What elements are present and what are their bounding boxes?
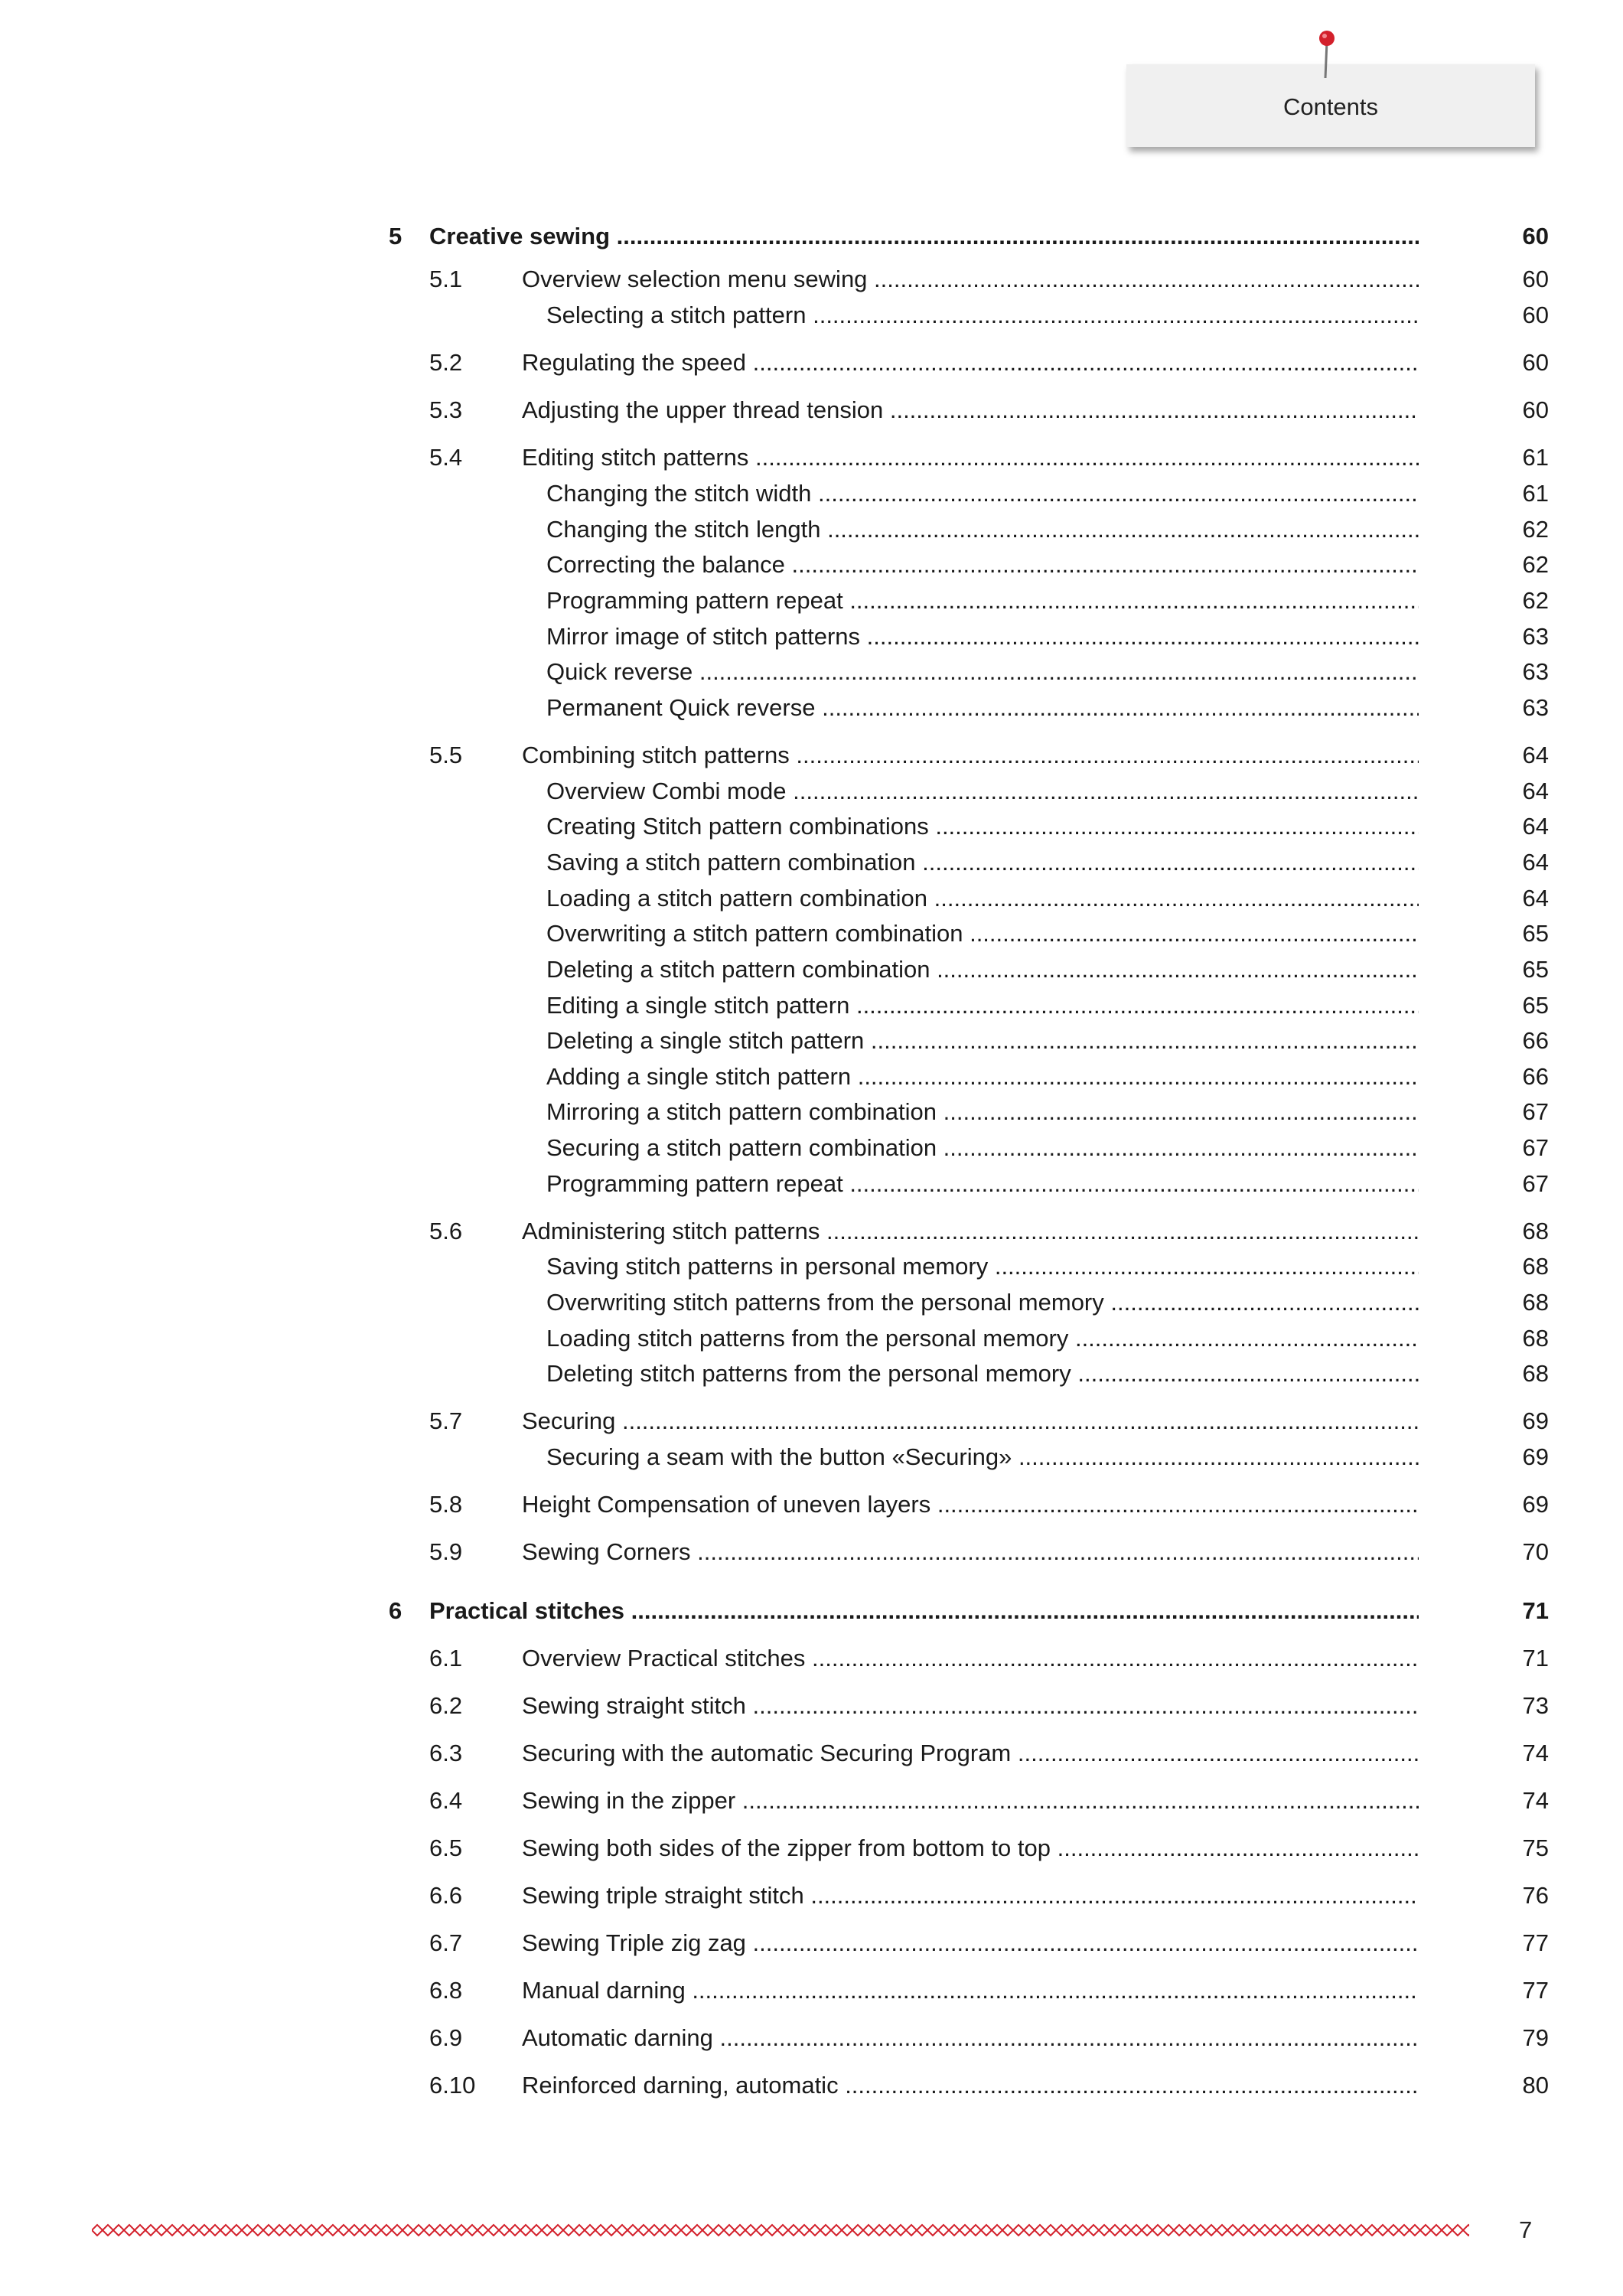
stitch-diamond	[1388, 2225, 1399, 2236]
toc-entry-title: Practical stitches .....	[429, 1593, 1419, 1629]
toc-entry-title: Overwriting a stitch pattern combination .....	[546, 916, 1419, 951]
stitch-diamond	[413, 2225, 424, 2236]
toc-entry-row[interactable]	[429, 916, 1549, 951]
stitch-diamond	[1206, 2225, 1217, 2236]
toc-entry-page: 64	[1522, 849, 1549, 876]
stitch-diamond	[92, 2225, 103, 2236]
push-pin-icon	[1312, 28, 1342, 81]
toc-entry-number: 6	[389, 1597, 402, 1624]
stitch-diamond	[1377, 2225, 1388, 2236]
toc-entry-page: 64	[1522, 742, 1549, 768]
toc-entry-row[interactable]	[429, 1736, 1549, 1771]
stitch-diamond	[220, 2225, 231, 2236]
stitch-diamond	[1195, 2225, 1206, 2236]
stitch-diamond	[135, 2225, 145, 2236]
stitch-diamond	[906, 2225, 917, 2236]
stitch-diamond	[1088, 2225, 1099, 2236]
stitch-diamond	[874, 2225, 885, 2236]
toc-entry-page: 64	[1522, 778, 1549, 804]
toc-chapter-row[interactable]	[389, 219, 1549, 254]
toc-entry-row[interactable]	[429, 345, 1549, 380]
stitch-diamond	[306, 2225, 317, 2236]
toc-entry-row[interactable]	[429, 1214, 1549, 1249]
toc-entry-number: 6.9	[429, 2024, 463, 2051]
stitch-diamond	[692, 2225, 702, 2236]
stitch-diamond	[1056, 2225, 1067, 2236]
toc-entry-page: 64	[1522, 885, 1549, 912]
stitch-diamond	[960, 2225, 970, 2236]
toc-entry-title: Creating Stitch pattern combinations .....	[546, 809, 1419, 844]
toc-entry-number: 6.6	[429, 1882, 463, 1909]
toc-entry-title: Regulating the speed .....	[522, 345, 1419, 380]
stitch-diamond	[574, 2225, 585, 2236]
toc-entry-title: Manual darning .....	[522, 1973, 1419, 2008]
stitch-diamond	[531, 2225, 542, 2236]
toc-entry-row[interactable]	[429, 1878, 1549, 1913]
stitch-diamond	[542, 2225, 552, 2236]
toc-entry-page: 60	[1522, 396, 1549, 423]
toc-entry-page: 75	[1522, 1835, 1549, 1861]
stitch-diamond	[370, 2225, 381, 2236]
stitch-diamond	[799, 2225, 810, 2236]
toc-entry-page: 67	[1522, 1170, 1549, 1197]
stitch-diamond	[842, 2225, 852, 2236]
toc-entry-row[interactable]	[429, 774, 1549, 809]
toc-entry-title: Editing stitch patterns .....	[522, 440, 1419, 475]
toc-entry-title: Creative sewing .....	[429, 219, 1419, 254]
stitch-diamond	[188, 2225, 199, 2236]
stitch-diamond	[970, 2225, 981, 2236]
stitch-diamond	[927, 2225, 938, 2236]
toc-entry-title: Sewing in the zipper .....	[522, 1783, 1419, 1818]
toc-entry-title: Deleting a stitch pattern combination .....	[546, 952, 1419, 987]
stitch-diamond	[1227, 2225, 1238, 2236]
stitch-diamond	[1217, 2225, 1227, 2236]
toc-entry-row[interactable]	[429, 440, 1549, 475]
toc-entry-page: 66	[1522, 1063, 1549, 1090]
toc-entry-page: 71	[1522, 1645, 1549, 1671]
stitch-diamond	[724, 2225, 735, 2236]
stitch-diamond	[1452, 2225, 1463, 2236]
toc-entry-number: 5.3	[429, 396, 463, 423]
toc-entry-row[interactable]	[429, 1783, 1549, 1818]
toc-entry-page: 80	[1522, 2072, 1549, 2099]
toc-entry-page: 76	[1522, 1882, 1549, 1909]
toc-entry-row[interactable]	[429, 547, 1549, 582]
toc-entry-row[interactable]	[429, 619, 1549, 654]
stitch-diamond	[1024, 2225, 1035, 2236]
toc-entry-title: Programming pattern repeat .....	[546, 583, 1419, 618]
toc-entry-title: Selecting a stitch pattern .....	[546, 298, 1419, 333]
stitch-diamond	[1463, 2225, 1469, 2236]
stitch-diamond	[1120, 2225, 1131, 2236]
stitch-diamond	[392, 2225, 402, 2236]
toc-entry-row[interactable]	[429, 393, 1549, 428]
toc-entry-page: 60	[1522, 266, 1549, 292]
toc-entry-page: 65	[1522, 920, 1549, 947]
page-number: 7	[1519, 2216, 1533, 2243]
toc-entry-page: 60	[1522, 302, 1549, 328]
stitch-diamond	[1035, 2225, 1045, 2236]
toc-entry-title: Sewing Triple zig zag .....	[522, 1926, 1419, 1961]
toc-entry-number: 5.9	[429, 1538, 463, 1565]
toc-entry-page: 71	[1522, 1597, 1549, 1624]
toc-entry-title: Correcting the balance .....	[546, 547, 1419, 582]
stitch-diamond	[467, 2225, 477, 2236]
toc-entry-row[interactable]	[429, 1487, 1549, 1522]
toc-entry-number: 6.10	[429, 2072, 476, 2099]
stitch-diamond	[992, 2225, 1002, 2236]
toc-entry-row[interactable]	[429, 738, 1549, 773]
stitch-diamond	[477, 2225, 488, 2236]
stitch-diamond	[1249, 2225, 1260, 2236]
stitch-diamond	[745, 2225, 756, 2236]
stitch-diamond	[1345, 2225, 1356, 2236]
stitch-diamond	[735, 2225, 745, 2236]
stitch-diamond	[852, 2225, 863, 2236]
toc-entry-number: 6.3	[429, 1740, 463, 1766]
toc-entry-number: 5.7	[429, 1407, 463, 1434]
stitch-diamond	[1142, 2225, 1152, 2236]
toc-entry-page: 65	[1522, 956, 1549, 983]
toc-entry-title: Saving a stitch pattern combination .....	[546, 845, 1419, 880]
toc-entry-number: 5.4	[429, 444, 463, 471]
stitch-diamond	[1324, 2225, 1335, 2236]
stitch-diamond	[1131, 2225, 1142, 2236]
stitch-diamond	[938, 2225, 949, 2236]
stitch-diamond	[456, 2225, 467, 2236]
toc-entry-number: 5.8	[429, 1491, 463, 1518]
stitch-diamond	[788, 2225, 799, 2236]
toc-entry-title: Overwriting stitch patterns from the personal memory .....	[546, 1285, 1419, 1320]
toc-entry-title: Reinforced darning, automatic .....	[522, 2068, 1419, 2103]
toc-entry-page: 65	[1522, 992, 1549, 1019]
toc-entry-row[interactable]	[429, 298, 1549, 333]
toc-entry-number: 6.5	[429, 1835, 463, 1861]
toc-entry-row[interactable]	[429, 583, 1549, 618]
stitch-diamond	[1099, 2225, 1110, 2236]
stitch-diamond	[606, 2225, 617, 2236]
stitch-diamond	[713, 2225, 724, 2236]
toc-entry-page: 67	[1522, 1134, 1549, 1161]
toc-entry-title: Securing with the automatic Securing Program .....	[522, 1736, 1419, 1771]
toc-entry-title: Securing a seam with the button «Securing» .....	[546, 1440, 1419, 1475]
stitch-diamond	[595, 2225, 606, 2236]
toc-entry-row[interactable]	[429, 881, 1549, 916]
toc-entry-title: Overview selection menu sewing .....	[522, 262, 1419, 297]
toc-entry-row[interactable]	[429, 1404, 1549, 1439]
stitch-diamond	[445, 2225, 456, 2236]
stitch-diamond	[499, 2225, 510, 2236]
toc-entry-number: 6.7	[429, 1929, 463, 1956]
stitch-diamond	[563, 2225, 574, 2236]
section-tab-label: Contents	[1282, 93, 1379, 120]
stitch-diamond	[1281, 2225, 1292, 2236]
toc-entry-page: 79	[1522, 2024, 1549, 2051]
stitch-diamond	[1163, 2225, 1174, 2236]
stitch-diamond	[103, 2225, 113, 2236]
toc-entry-row[interactable]	[429, 1973, 1549, 2008]
toc-entry-row[interactable]	[429, 845, 1549, 880]
toc-entry-number: 6.4	[429, 1787, 463, 1814]
stitch-diamond	[1270, 2225, 1281, 2236]
toc-entry-page: 64	[1522, 813, 1549, 840]
stitch-diamond	[681, 2225, 692, 2236]
toc-entry-row[interactable]	[429, 1249, 1549, 1284]
stitch-diamond	[767, 2225, 777, 2236]
toc-entry-title: Overview Practical stitches .....	[522, 1641, 1419, 1676]
toc-entry-row[interactable]	[429, 1166, 1549, 1202]
toc-entry-page: 70	[1522, 1538, 1549, 1565]
stitch-diamond	[863, 2225, 874, 2236]
toc-entry-row[interactable]	[429, 2068, 1549, 2103]
toc-entry-title: Automatic darning .....	[522, 2020, 1419, 2056]
toc-entry-title: Loading a stitch pattern combination .....	[546, 881, 1419, 916]
toc-entry-number: 5	[389, 223, 402, 249]
toc-entry-page: 73	[1522, 1692, 1549, 1719]
stitch-diamond	[360, 2225, 370, 2236]
stitch-diamond	[381, 2225, 392, 2236]
toc-entry-row[interactable]	[429, 2020, 1549, 2056]
toc-entry-title: Deleting stitch patterns from the personal memory .....	[546, 1356, 1419, 1391]
toc-entry-page: 68	[1522, 1218, 1549, 1244]
stitch-diamond	[981, 2225, 992, 2236]
toc-entry-page: 68	[1522, 1325, 1549, 1352]
toc-entry-page: 74	[1522, 1740, 1549, 1766]
stitch-diamond	[124, 2225, 135, 2236]
toc-entry-page: 69	[1522, 1407, 1549, 1434]
toc-entry-title: Sewing both sides of the zipper from bottom to top .....	[522, 1831, 1419, 1866]
stitch-diamond	[777, 2225, 788, 2236]
stitch-diamond	[1152, 2225, 1163, 2236]
toc-entry-row[interactable]	[429, 690, 1549, 726]
stitch-diamond	[1367, 2225, 1377, 2236]
stitch-diamond	[917, 2225, 927, 2236]
toc-entry-page: 69	[1522, 1491, 1549, 1518]
toc-entry-number: 6.8	[429, 1977, 463, 2004]
toc-entry-row[interactable]	[429, 476, 1549, 511]
toc-entry-title: Loading stitch patterns from the personal memory .....	[546, 1321, 1419, 1356]
toc-entry-row[interactable]	[429, 262, 1549, 297]
toc-entry-page: 62	[1522, 516, 1549, 543]
stitch-diamond	[1077, 2225, 1088, 2236]
toc-entry-row[interactable]	[429, 1688, 1549, 1724]
toc-entry-page: 67	[1522, 1098, 1549, 1125]
toc-entry-title: Securing .....	[522, 1404, 1419, 1439]
toc-entry-page: 68	[1522, 1289, 1549, 1316]
toc-entry-page: 60	[1522, 349, 1549, 376]
toc-entry-title: Changing the stitch length .....	[546, 512, 1419, 547]
stitch-diamond	[1442, 2225, 1452, 2236]
toc-entry-page: 69	[1522, 1443, 1549, 1470]
stitch-diamond	[510, 2225, 520, 2236]
stitch-diamond	[263, 2225, 274, 2236]
toc-entry-number: 6.2	[429, 1692, 463, 1719]
stitch-diamond	[1292, 2225, 1302, 2236]
stitch-diamond	[885, 2225, 895, 2236]
stitch-diamond	[520, 2225, 531, 2236]
stitch-diamond	[349, 2225, 360, 2236]
toc-entry-page: 62	[1522, 587, 1549, 614]
decorative-stitch-border	[92, 2223, 1469, 2238]
toc-entry-page: 66	[1522, 1027, 1549, 1054]
toc-entry-row[interactable]	[429, 1356, 1549, 1391]
stitch-diamond	[1399, 2225, 1410, 2236]
toc-entry-page: 63	[1522, 623, 1549, 650]
toc-entry-number: 6.1	[429, 1645, 463, 1671]
toc-entry-row[interactable]	[429, 988, 1549, 1023]
stitch-diamond	[156, 2225, 167, 2236]
toc-entry-row[interactable]	[429, 1926, 1549, 1961]
stitch-diamond	[810, 2225, 820, 2236]
stitch-diamond	[1067, 2225, 1077, 2236]
toc-chapter-row[interactable]	[389, 1593, 1549, 1629]
stitch-diamond	[649, 2225, 660, 2236]
toc-entry-title: Programming pattern repeat .....	[546, 1166, 1419, 1202]
stitch-diamond	[274, 2225, 285, 2236]
toc-entry-title: Mirror image of stitch patterns .....	[546, 619, 1419, 654]
stitch-diamond	[1013, 2225, 1024, 2236]
toc-entry-title: Sewing straight stitch .....	[522, 1688, 1419, 1724]
toc-entry-title: Combining stitch patterns .....	[522, 738, 1419, 773]
toc-entry-page: 62	[1522, 551, 1549, 578]
toc-entry-title: Mirroring a stitch pattern combination .....	[546, 1094, 1419, 1130]
stitch-diamond	[820, 2225, 831, 2236]
stitch-diamond	[242, 2225, 253, 2236]
toc-entry-page: 74	[1522, 1787, 1549, 1814]
stitch-diamond	[831, 2225, 842, 2236]
stitch-diamond	[1302, 2225, 1313, 2236]
stitch-diamond	[317, 2225, 328, 2236]
toc-entry-page: 61	[1522, 444, 1549, 471]
stitch-diamond	[949, 2225, 960, 2236]
toc-entry-row[interactable]	[429, 952, 1549, 987]
toc-entry-row[interactable]	[429, 1831, 1549, 1866]
toc-entry-page: 63	[1522, 658, 1549, 685]
toc-entry-page: 61	[1522, 480, 1549, 507]
toc-entry-row[interactable]	[429, 1440, 1549, 1475]
toc-entry-row[interactable]	[429, 654, 1549, 690]
stitch-diamond	[1431, 2225, 1442, 2236]
stitch-diamond	[295, 2225, 306, 2236]
stitch-diamond	[1045, 2225, 1056, 2236]
toc-entry-title: Administering stitch patterns .....	[522, 1214, 1419, 1249]
toc-entry-row[interactable]	[429, 1321, 1549, 1356]
stitch-diamond	[338, 2225, 349, 2236]
stitch-diamond	[178, 2225, 188, 2236]
stitch-diamond	[1410, 2225, 1420, 2236]
toc-entry-title: Sewing triple straight stitch .....	[522, 1878, 1419, 1913]
stitch-diamond	[435, 2225, 445, 2236]
toc-entry-number: 5.6	[429, 1218, 463, 1244]
toc-entry-title: Adding a single stitch pattern .....	[546, 1059, 1419, 1094]
toc-entry-title: Saving stitch patterns in personal memory .....	[546, 1249, 1419, 1284]
stitch-diamond	[1313, 2225, 1324, 2236]
stitch-diamond	[1260, 2225, 1270, 2236]
stitch-diamond	[424, 2225, 435, 2236]
toc-entry-row[interactable]	[429, 1094, 1549, 1130]
stitch-diamond	[1002, 2225, 1013, 2236]
toc-entry-page: 77	[1522, 1929, 1549, 1956]
toc-entry-page: 77	[1522, 1977, 1549, 2004]
toc-entry-title: Changing the stitch width .....	[546, 476, 1419, 511]
stitch-diamond	[488, 2225, 499, 2236]
toc-entry-number: 5.2	[429, 349, 463, 376]
toc-entry-row[interactable]	[429, 1641, 1549, 1676]
toc-entry-title: Securing a stitch pattern combination .....	[546, 1130, 1419, 1166]
stitch-diamond	[1110, 2225, 1120, 2236]
toc-entry-title: Quick reverse .....	[546, 654, 1419, 690]
stitch-diamond	[113, 2225, 124, 2236]
toc-entry-row[interactable]	[429, 1130, 1549, 1166]
stitch-diamond	[1174, 2225, 1185, 2236]
stitch-diamond	[253, 2225, 263, 2236]
stitch-diamond	[702, 2225, 713, 2236]
toc-entry-row[interactable]	[429, 1023, 1549, 1058]
toc-entry-row[interactable]	[429, 1534, 1549, 1570]
stitch-diamond	[670, 2225, 681, 2236]
stitch-diamond	[210, 2225, 220, 2236]
toc-entry-title: Height Compensation of uneven layers .....	[522, 1487, 1419, 1522]
stitch-diamond	[328, 2225, 338, 2236]
stitch-diamond	[660, 2225, 670, 2236]
stitch-diamond	[552, 2225, 563, 2236]
toc-entry-title: Permanent Quick reverse .....	[546, 690, 1419, 726]
toc-entry-number: 5.5	[429, 742, 463, 768]
stitch-diamond	[1356, 2225, 1367, 2236]
stitch-diamond	[627, 2225, 638, 2236]
stitch-diamond	[1238, 2225, 1249, 2236]
stitch-diamond	[617, 2225, 627, 2236]
toc-entry-title: Editing a single stitch pattern .....	[546, 988, 1419, 1023]
toc-entry-page: 63	[1522, 694, 1549, 721]
stitch-diamond	[167, 2225, 178, 2236]
stitch-diamond	[231, 2225, 242, 2236]
toc-entry-row[interactable]	[429, 1285, 1549, 1320]
toc-entry-row[interactable]	[429, 512, 1549, 547]
toc-entry-title: Sewing Corners .....	[522, 1534, 1419, 1570]
stitch-diamond	[1420, 2225, 1431, 2236]
stitch-diamond	[199, 2225, 210, 2236]
stitch-diamond	[638, 2225, 649, 2236]
stitch-diamond	[585, 2225, 595, 2236]
stitch-diamond	[145, 2225, 156, 2236]
stitch-diamond	[1335, 2225, 1345, 2236]
stitch-diamond	[756, 2225, 767, 2236]
toc-entry-page: 60	[1522, 223, 1549, 249]
toc-entry-row[interactable]	[429, 809, 1549, 844]
toc-entry-title: Deleting a single stitch pattern .....	[546, 1023, 1419, 1058]
toc-entry-page: 68	[1522, 1253, 1549, 1280]
toc-entry-row[interactable]	[429, 1059, 1549, 1094]
stitch-diamond	[1185, 2225, 1195, 2236]
toc-entry-title: Adjusting the upper thread tension .....	[522, 393, 1419, 428]
toc-entry-page: 68	[1522, 1360, 1549, 1387]
toc-entry-number: 5.1	[429, 266, 463, 292]
stitch-diamond	[895, 2225, 906, 2236]
toc-entry-title: Overview Combi mode .....	[546, 774, 1419, 809]
stitch-diamond	[285, 2225, 295, 2236]
stitch-diamond	[402, 2225, 413, 2236]
